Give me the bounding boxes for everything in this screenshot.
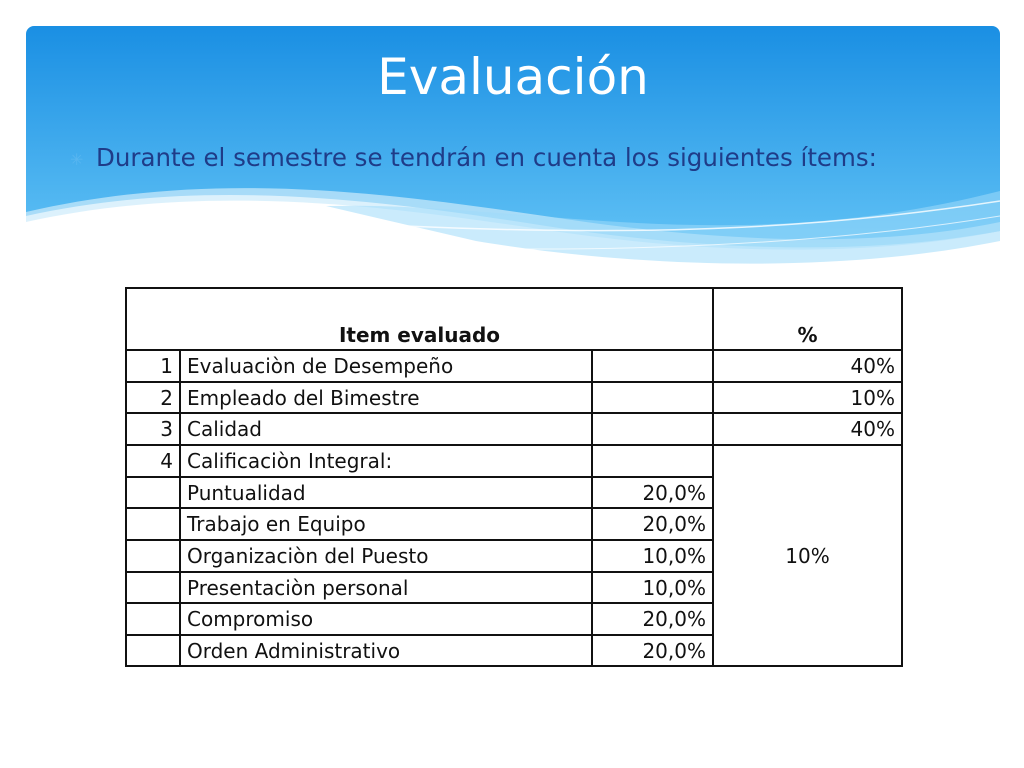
row-number <box>126 508 180 540</box>
row-sub-percent <box>592 382 713 413</box>
slide-title: Evaluación <box>377 48 649 106</box>
row-label: Presentaciòn personal <box>180 572 592 603</box>
header-item: Item evaluado <box>126 288 713 350</box>
row-number <box>126 572 180 603</box>
table-header-row <box>126 288 902 350</box>
row-sub-percent <box>592 413 713 445</box>
row-label: Trabajo en Equipo <box>180 508 592 540</box>
row-label: Calidad <box>180 413 592 445</box>
row-label: Evaluaciòn de Desempeño <box>180 350 592 382</box>
asterisk-icon: ✳ <box>70 152 84 169</box>
bullet-point <box>70 142 950 180</box>
row-sub-percent <box>592 445 713 477</box>
row-label: Organizaciòn del Puesto <box>180 540 592 572</box>
row-percent: 10% <box>713 382 902 413</box>
row-sub-percent: 20,0% <box>592 508 713 540</box>
integral-percent: 10% <box>713 445 902 666</box>
table-row <box>126 382 902 413</box>
row-number: 4 <box>126 445 180 477</box>
evaluation-table <box>125 287 903 667</box>
row-label: Empleado del Bimestre <box>180 382 592 413</box>
bullet-text: Durante el semestre se tendrán en cuenta los siguientes ítems: <box>96 143 877 172</box>
row-number <box>126 603 180 635</box>
row-label: Orden Administrativo <box>180 635 592 666</box>
row-number: 2 <box>126 382 180 413</box>
row-number <box>126 540 180 572</box>
header-percent: % <box>713 288 902 350</box>
table-row <box>126 350 902 382</box>
table-row <box>126 413 902 445</box>
row-sub-percent: 20,0% <box>592 477 713 508</box>
row-number <box>126 477 180 508</box>
row-sub-percent <box>592 350 713 382</box>
row-percent: 40% <box>713 413 902 445</box>
row-number: 1 <box>126 350 180 382</box>
row-sub-percent: 10,0% <box>592 540 713 572</box>
row-sub-percent: 20,0% <box>592 635 713 666</box>
row-label: Puntualidad <box>180 477 592 508</box>
row-number: 3 <box>126 413 180 445</box>
row-percent: 40% <box>713 350 902 382</box>
row-number <box>126 635 180 666</box>
row-sub-percent: 20,0% <box>592 603 713 635</box>
table-row <box>126 445 902 477</box>
row-label: Compromiso <box>180 603 592 635</box>
row-label: Calificaciòn Integral: <box>180 445 592 477</box>
row-sub-percent: 10,0% <box>592 572 713 603</box>
